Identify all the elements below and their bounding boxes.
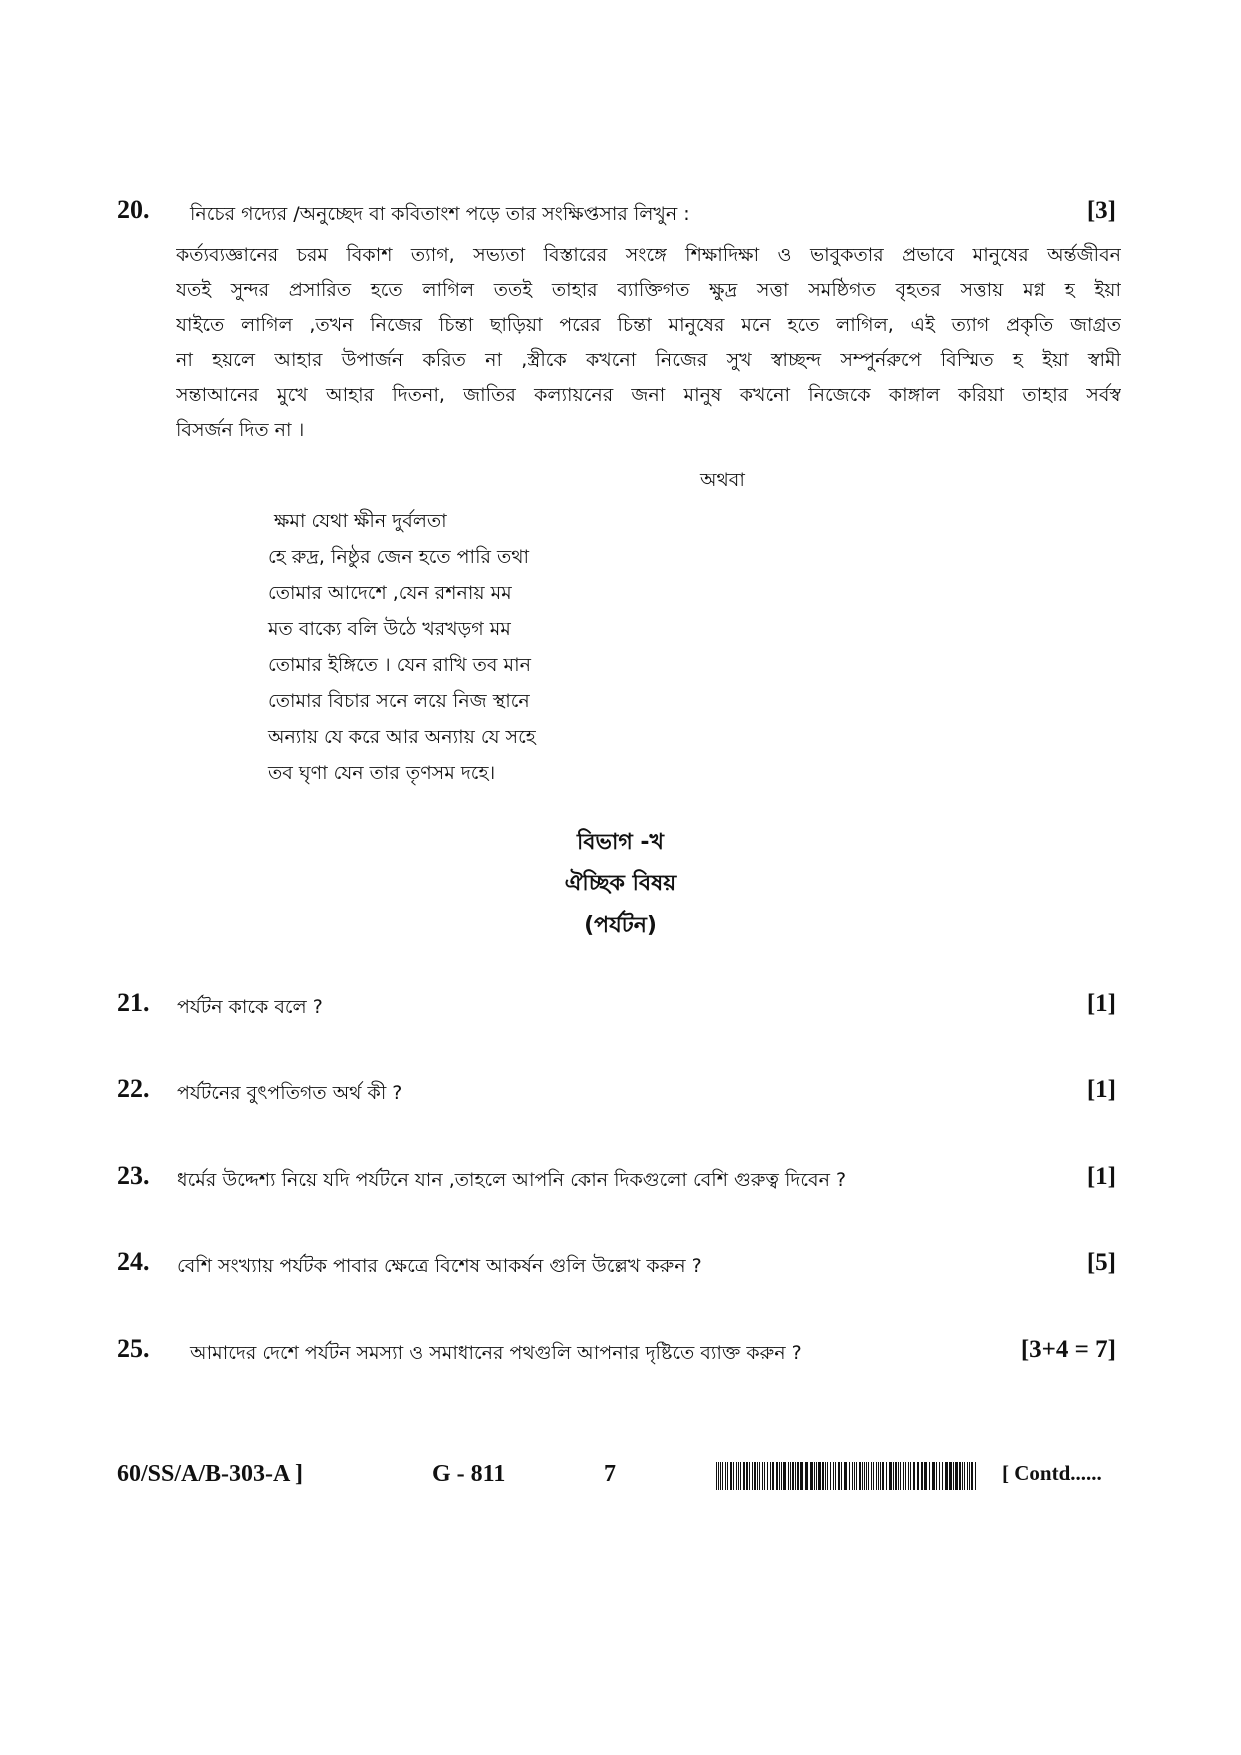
question-22-text: পর্যটনের বুৎপতিগত অর্থ কী ? xyxy=(177,1082,403,1104)
poem-line: ক্ষমা যেথা ক্ষীন দুর্বলতা xyxy=(274,510,447,532)
passage-line: যাইতে লাগিল ,তখন নিজের চিন্তা ছাড়িয়া পরের চিন্তা মানুষের মনে হতে লাগিল, এই ত্যাগ প্রকৃতি জাগ্রত xyxy=(176,314,1121,336)
passage-line: সন্তাআনের মুখে আহার দিতনা, জাতির কল্যায়নের জনা মানুষ কখনো নিজেকে কাঙ্গাল করিয়া তাহার সর্বস্ব xyxy=(176,384,1121,406)
question-21-text: পর্যটন কাকে বলে ? xyxy=(177,996,323,1018)
section-topic: (পর্যটন) xyxy=(584,913,657,938)
question-23-text: ধর্মের উদ্দেশ্য নিয়ে যদি পর্যটনে যান ,তাহলে আপনি কোন দিকগুলো বেশি গুরুত্ব দিবেন ? xyxy=(177,1169,847,1191)
question-23-number: 23. xyxy=(117,1161,150,1190)
question-21-number: 21. xyxy=(117,988,150,1017)
question-25-number: 25. xyxy=(117,1334,150,1363)
passage-line: যতই সুন্দর প্রসারিত হতে লাগিল ততই তাহার ব্যাক্তিগত ক্ষুদ্র সত্তা সমষ্ঠিগত বৃহতর সত্তায় মগ্ন হ ইয়া xyxy=(176,279,1121,301)
footer-page-number: 7 xyxy=(604,1461,616,1487)
question-20-instruction: নিচের গদ্যের /অনুচ্ছেদ বা কবিতাংশ পড়ে তার সংক্ষিপ্তসার লিখুন : xyxy=(190,203,690,225)
footer-contd: [ Contd...... xyxy=(1002,1461,1102,1485)
question-22-number: 22. xyxy=(117,1074,150,1103)
section-heading: বিভাগ -খ xyxy=(577,830,664,855)
poem-line: হে রুদ্র, নিষ্ঠুর জেন হতে পারি তথা xyxy=(268,546,530,568)
question-23-marks: [1] xyxy=(1086,1163,1116,1190)
footer-paper-code: 60/SS/A/B-303-A ] xyxy=(117,1461,304,1487)
poem-line: তব ঘৃণা যেন তার তৃণসম দহে। xyxy=(268,762,496,784)
question-24-text: বেশি সংখ্যায় পর্যটক পাবার ক্ষেত্রে বিশেষ আকর্ষন গুলি উল্লেখ করুন ? xyxy=(177,1255,702,1277)
barcode-icon xyxy=(716,1462,978,1490)
poem-line: মত বাক্যে বলি উঠে খরখড়গ মম xyxy=(268,618,511,640)
question-22-marks: [1] xyxy=(1086,1076,1116,1103)
question-20-number: 20. xyxy=(117,195,150,224)
passage-line: কর্ত্যব্যজ্ঞানের চরম বিকাশ ত্যাগ, সভ্যতা বিস্তারের সংঙ্গে শিক্ষাদিক্ষা ও ভাবুকতার প্রভাবে মানুষের অর্ন্তজীবন xyxy=(176,244,1121,266)
question-24-number: 24. xyxy=(117,1247,150,1276)
question-20-poem xyxy=(268,503,536,791)
question-25-text: আমাদের দেশে পর্যটন সমস্যা ও সমাধানের পথগুলি আপনার দৃষ্টিতে ব্যাক্ত করুন ? xyxy=(190,1342,802,1364)
question-25-marks: [3+4 = 7] xyxy=(1020,1336,1116,1363)
poem-line: তোমার আদেশে ,যেন রশনায় মম xyxy=(268,582,512,604)
footer-series: G - 811 xyxy=(432,1461,506,1487)
poem-line: তোমার বিচার সনে লয়ে নিজ স্থানে xyxy=(268,690,530,712)
poem-line: অন্যায় যে করে আর অন্যায় যে সহে xyxy=(268,726,536,748)
question-24-marks: [5] xyxy=(1086,1249,1116,1276)
passage-line: বিসর্জন দিত না । xyxy=(176,419,305,441)
question-21-marks: [1] xyxy=(1086,990,1116,1017)
section-subheading: ঐচ্ছিক বিষয় xyxy=(564,871,677,896)
passage-line: না হয়লে আহার উপার্জন করিত না ,স্ত্রীকে কখনো নিজের সুখ স্বাচ্ছন্দ সম্পুর্নরুপে বিস্মিত হ ইয়া স্বামী xyxy=(176,349,1121,371)
question-20-passage xyxy=(176,238,1121,448)
question-20-marks: [3] xyxy=(1086,197,1116,224)
poem-line: তোমার ইঙ্গিতে । যেন রাখি তব মান xyxy=(268,654,531,676)
or-separator: অথবা xyxy=(700,469,745,491)
